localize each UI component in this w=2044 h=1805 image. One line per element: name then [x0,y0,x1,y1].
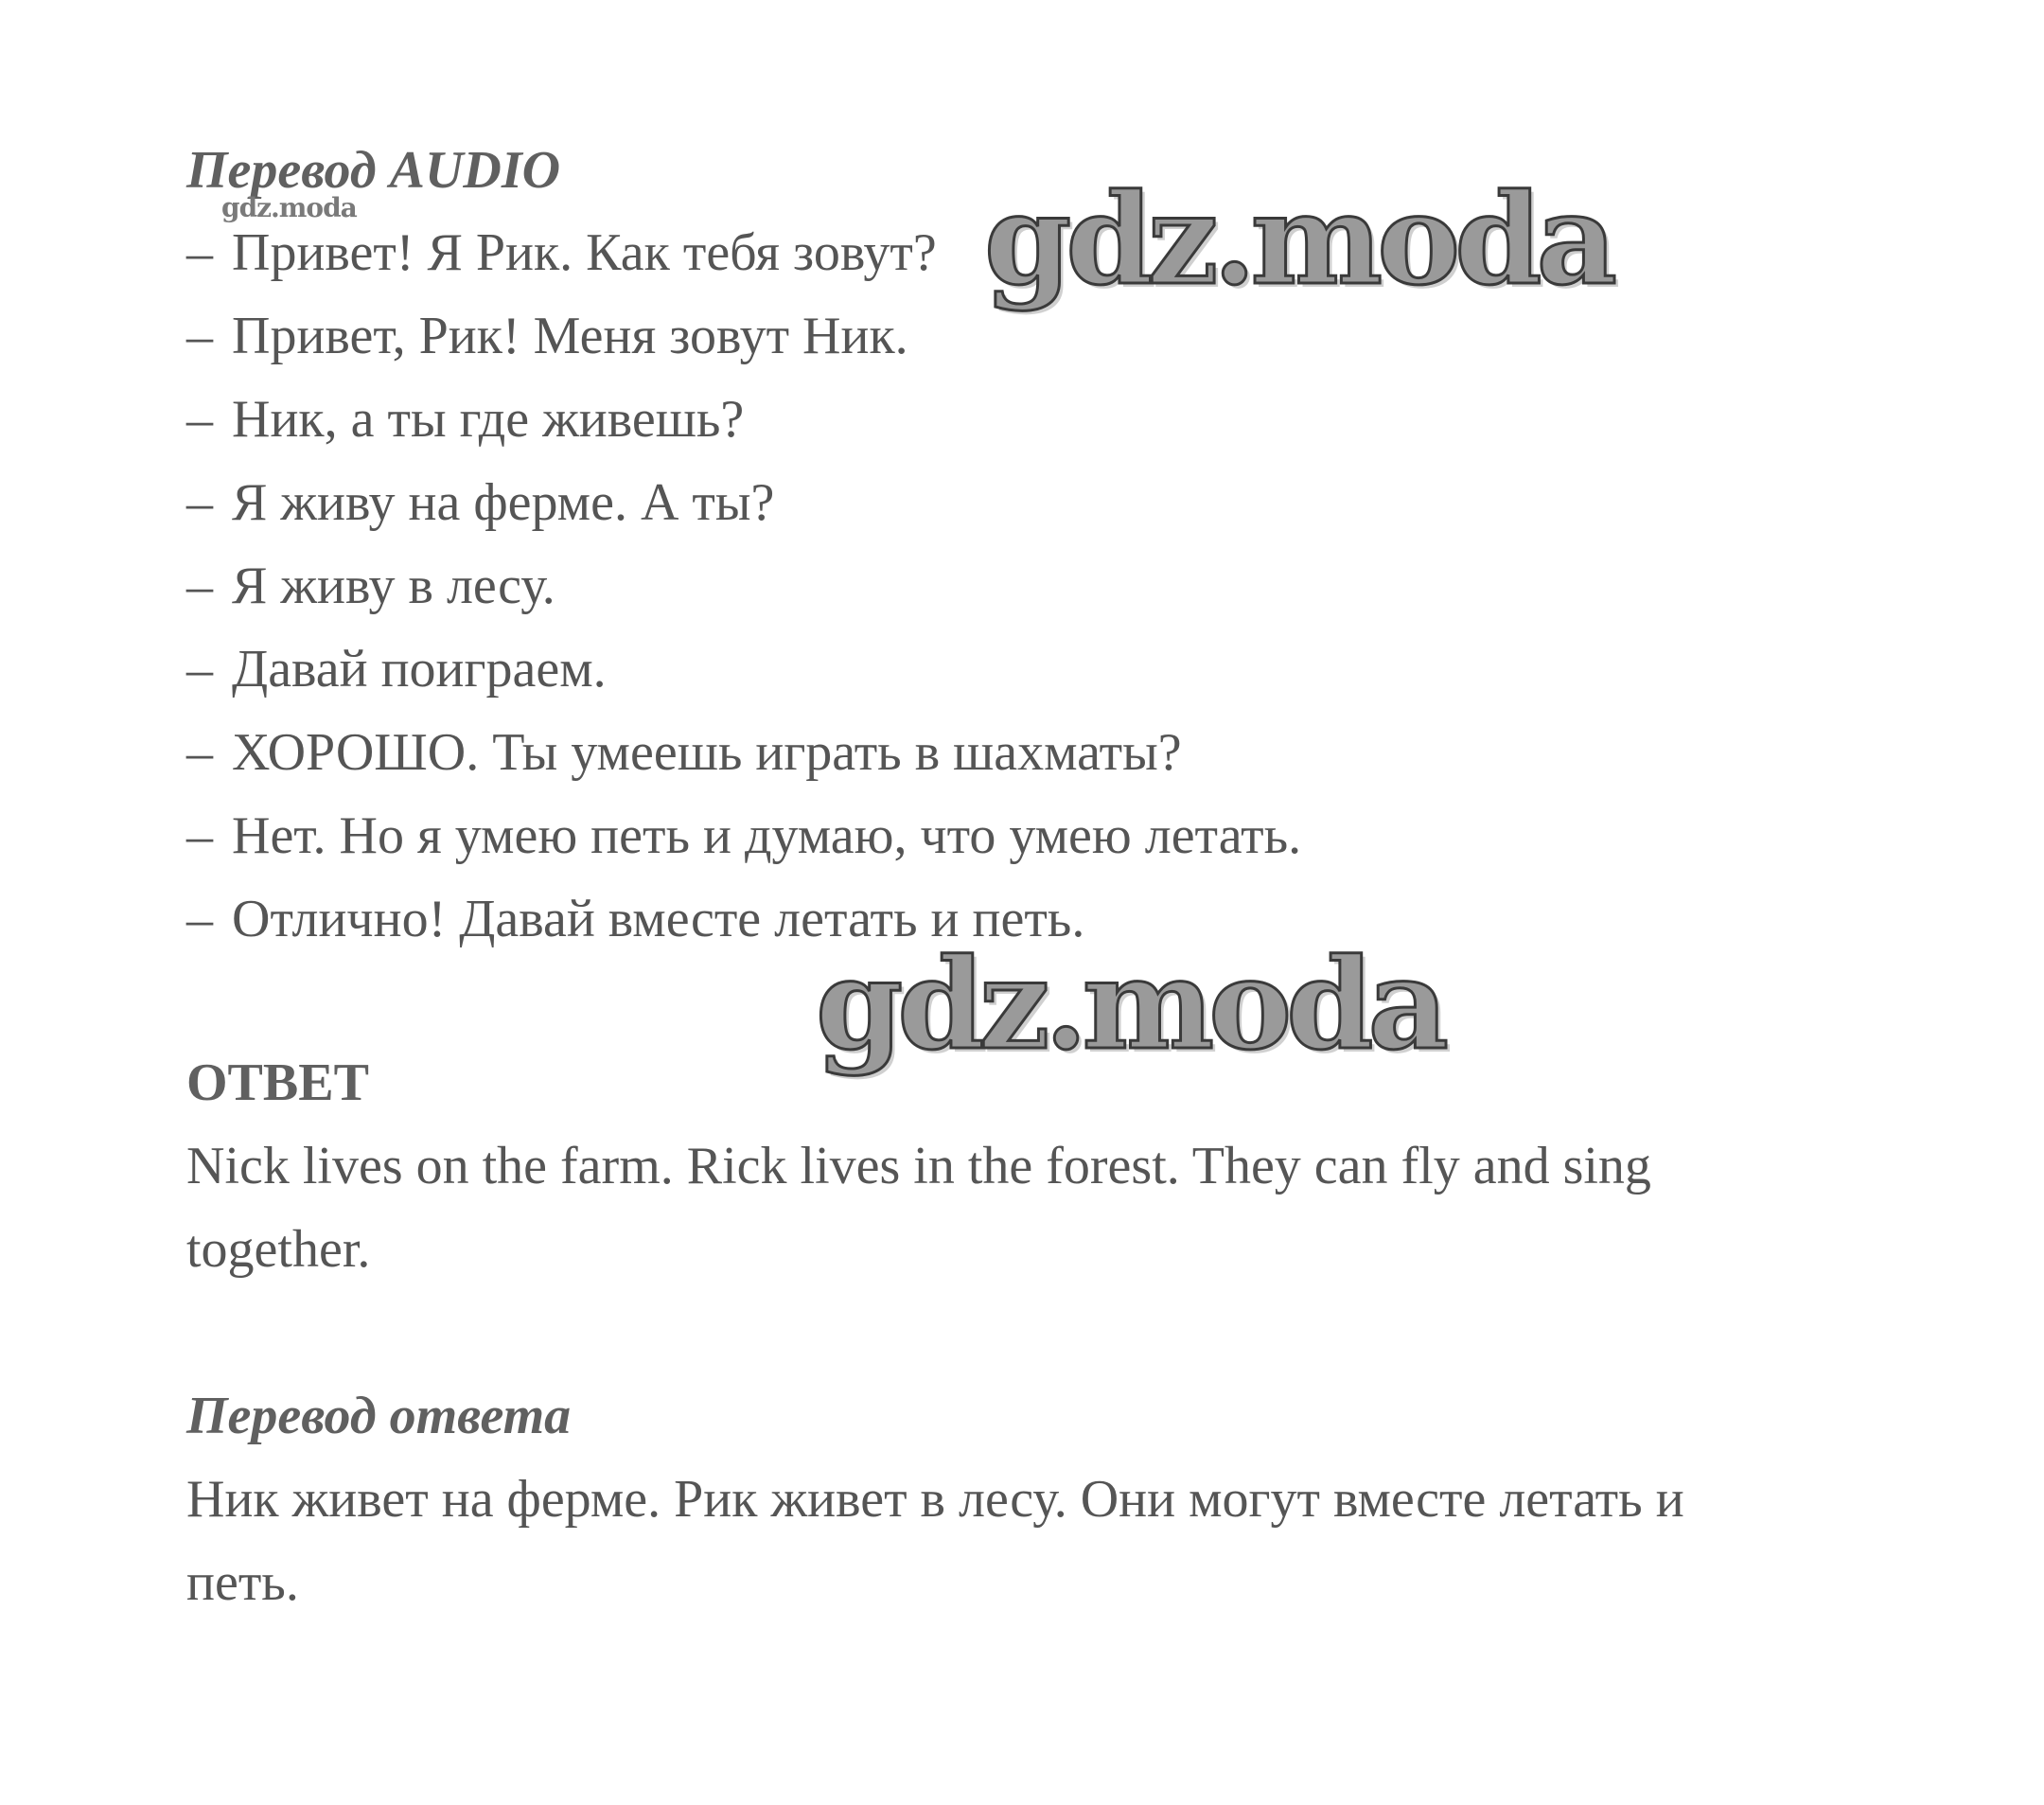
dialogue-dash: – [186,890,213,948]
dialogue-dash: – [186,223,213,282]
dialogue-text: Отлично! Давай вместе летать и петь. [232,890,1085,948]
watermark-small: gdz.moda [221,192,357,223]
dialogue-text: Я живу в лесу. [232,557,555,615]
answer-heading: ОТВЕТ [186,1053,369,1112]
watermark-large-2: gdz.moda [816,931,1444,1078]
dialogue-text: Давай поиграем. [232,640,607,699]
dialogue-line-6 [186,639,607,699]
dialogue-line-3 [186,389,744,450]
dialogue-text: ХОРОШО. Ты умеешь играть в шахматы? [232,723,1182,782]
audio-translation-heading: Перевод AUDIO [186,141,561,200]
translation-line-2: петь. [186,1553,299,1612]
dialogue-text: Нет. Но я умею петь и думаю, что умею летать. [232,806,1302,865]
dialogue-line-4 [186,472,774,533]
dialogue-dash: – [186,307,213,365]
dialogue-dash: – [186,806,213,865]
dialogue-dash: – [186,473,213,532]
dialogue-line-7 [186,722,1182,783]
dialogue-dash: – [186,723,213,782]
dialogue-line-1 [186,222,937,283]
answer-translation-heading: Перевод ответа [186,1387,572,1445]
dialogue-text: Я живу на ферме. А ты? [232,473,775,532]
dialogue-dash: – [186,390,213,449]
translation-line-1: Ник живет на ферме. Рик живет в лесу. Они могут вместе летать и [186,1470,1684,1529]
watermark-large-1: gdz.moda [984,167,1612,313]
dialogue-dash: – [186,640,213,699]
dialogue-dash: – [186,557,213,615]
dialogue-line-2 [186,306,908,366]
dialogue-line-8 [186,805,1301,866]
answer-line-2: together. [186,1220,371,1279]
dialogue-text: Привет! Я Рик. Как тебя зовут? [232,223,937,282]
dialogue-text: Ник, а ты где живешь? [232,390,745,449]
answer-line-1: Nick lives on the farm. Rick lives in the forest. They can fly and sing [186,1137,1651,1195]
dialogue-line-5 [186,556,555,616]
dialogue-text: Привет, Рик! Меня зовут Ник. [232,307,908,365]
